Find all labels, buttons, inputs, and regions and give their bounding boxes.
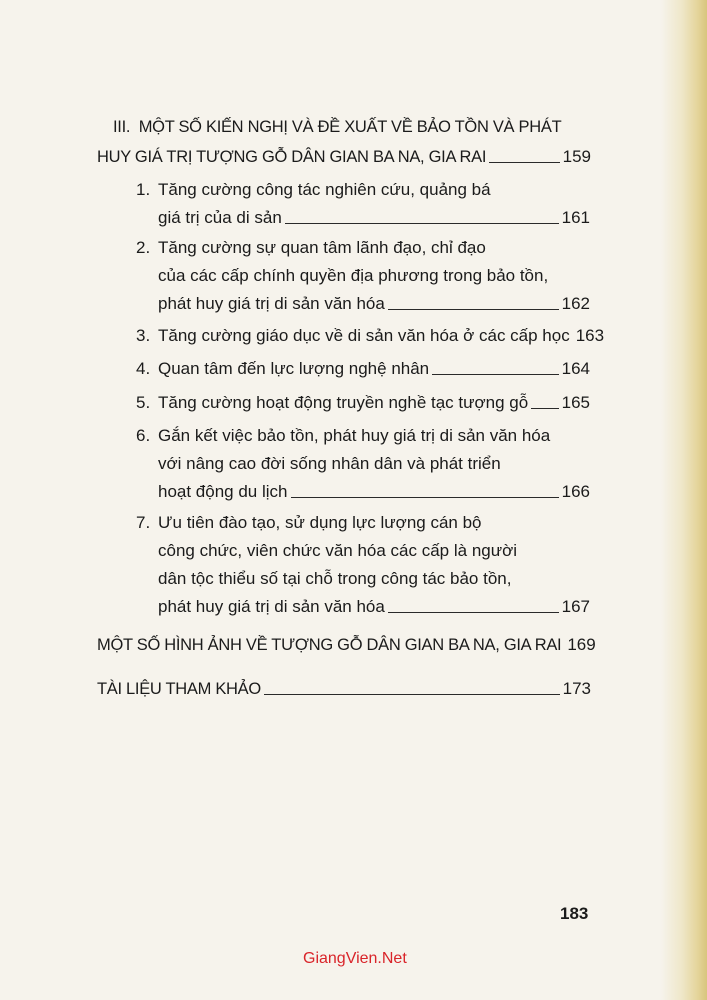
section-title-line2-row	[97, 146, 591, 168]
leader-dots	[285, 222, 559, 224]
page-ref: 164	[561, 359, 590, 378]
item-text-last: Quan tâm đến lực lượng nghệ nhân	[158, 359, 430, 378]
item-text-line: Tăng cường sự quan tâm lãnh đạo, chỉ đạo	[158, 238, 486, 257]
images-section-row	[97, 634, 596, 656]
leader-dots	[264, 693, 560, 695]
leader-dots	[489, 161, 560, 163]
page-ref: 173	[562, 679, 591, 698]
leader-dots	[291, 496, 559, 498]
item-text-line: Tăng cường công tác nghiên cứu, quảng bá	[158, 180, 491, 199]
item-last-line-row	[158, 293, 590, 315]
item-last-line-row	[158, 481, 590, 503]
page-ref: 162	[561, 294, 590, 313]
item-text-last: phát huy giá trị di sản văn hóa	[158, 294, 385, 313]
leader-dots	[432, 373, 558, 375]
item-last-line-row	[158, 325, 605, 347]
section-title-line2: HUY GIÁ TRỊ TƯỢNG GỖ DÂN GIAN BA NA, GIA RAI	[97, 148, 487, 166]
page-ref: 165	[561, 393, 590, 412]
page-number: 183	[560, 904, 589, 923]
item-text-last: Tăng cường hoạt động truyền nghề tạc tượng gỗ	[158, 393, 529, 412]
references-title: TÀI LIỆU THAM KHẢO	[97, 680, 261, 698]
item-text-last: Tăng cường giáo dục về di sản văn hóa ở các cấp học	[158, 326, 570, 345]
item-text-last: hoạt động du lịch	[158, 482, 288, 501]
page-ref: 167	[561, 597, 590, 616]
item-text-line: Gắn kết việc bảo tồn, phát huy giá trị di sản văn hóa	[158, 426, 551, 445]
item-text-line: Ưu tiên đào tạo, sử dụng lực lượng cán bộ	[158, 513, 482, 532]
leader-dots	[388, 611, 559, 613]
item-last-line-row	[158, 358, 590, 380]
page-ref: 161	[561, 208, 590, 227]
item-text-line: của các cấp chính quyền địa phương trong bảo tồn,	[158, 266, 549, 285]
item-number: 3.	[136, 326, 151, 345]
item-number: 7.	[136, 513, 151, 532]
item-text-last: phát huy giá trị di sản văn hóa	[158, 597, 385, 616]
page-ref: 166	[561, 482, 590, 501]
page-ref: 169	[567, 635, 596, 654]
leader-dots	[531, 407, 558, 409]
item-text-line: với nâng cao đời sống nhân dân và phát triển	[158, 454, 501, 473]
references-row	[97, 678, 591, 700]
item-text-line: dân tộc thiểu số tại chỗ trong công tác bảo tồn,	[158, 569, 512, 588]
item-last-line-row	[158, 392, 590, 414]
item-number: 6.	[136, 426, 151, 445]
item-number: 5.	[136, 393, 151, 412]
item-text-line: công chức, viên chức văn hóa các cấp là người	[158, 541, 518, 560]
item-number: 1.	[136, 180, 151, 199]
item-number: 2.	[136, 238, 151, 257]
item-text-last: giá trị của di sản	[158, 208, 282, 227]
watermark-text: GiangVien.Net	[303, 950, 407, 967]
section-title-line1: MỘT SỐ KIẾN NGHỊ VÀ ĐỀ XUẤT VỀ BẢO TỒN VÀ PHÁT	[138, 118, 562, 136]
page-ref: 159	[562, 147, 591, 166]
item-last-line-row	[158, 207, 590, 229]
item-number: 4.	[136, 359, 151, 378]
page-ref: 163	[575, 326, 605, 345]
section-numeral: III. MỘT SỐ KIẾN NGHỊ VÀ ĐỀ XUẤT VỀ BẢO TỒN VÀ PHÁT	[113, 118, 562, 136]
page-edge	[661, 0, 707, 1000]
item-last-line-row	[158, 596, 590, 618]
images-section-title: MỘT SỐ HÌNH ẢNH VỀ TƯỢNG GỖ DÂN GIAN BA NA, GIA RAI	[97, 636, 562, 654]
leader-dots	[388, 308, 559, 310]
